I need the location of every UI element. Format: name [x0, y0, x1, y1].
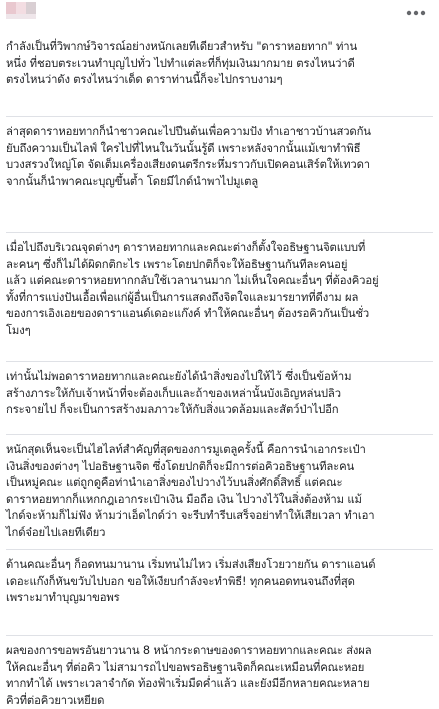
post-paragraph-5: หนักสุดเห็นจะเป็นไฮไลท์สำคัญที่สุดของการมูเตลูครั้งนี้ คือการนำเอากระเป๋า เงินสิ่งของต่างๆ ไปอธิษฐานจิต ซึ่งโดยปกติก็จะมีการต่อคิวอธิษฐานทีละคน เป็นหมู่คณะ แต่ถูกดูคือท่านำเอาสิ่งของไปวางไว้บนสิ่งศักดิ์สิทธิ์ แต่คณะ ดาราหอยทากก็แหกกฎเอากระเป๋าเงิน มือถือ เงิน ไปวางไว้ในสิ่งต้องห้าม แม้ ไกด์จะห้ามก็ไม่ฟัง ห้ามว่าเอ็ดไกด์ว่า จะรีบทำรีบเสร็จอย่าทำให้เสียเวลา ทำเอา ไกด์จ๋อยไปเลยทีเดียว — [6, 443, 375, 539]
post-paragraph-4: เท่านั้นไม่พอดาราหอยทากและคณะยังได้นำสิ่งของไปให้ไว้ ซึ่งเป็นข้อห้าม สร้างภาระให้กับเจ้าหน้าที่จะต้องเก็บและถ้าของเหล่านั้นบังเอิญหล่นปลิว กระจายไป ก็จะเป็นการสร้างมลภาวะให้กับสิ่งแวดล้อมและสัตว์ป่าไปอีก — [6, 370, 352, 416]
post-paragraph-6: ด้านคณะอื่นๆ ก็อดทนมานาน เริ่มทนไม่ไหว เริ่มส่งเสียงโวยวายกัน ดาราแอนด์ เดอะแก๊งก็หันขวับไปบอก ขอให้เงียบกำลังจะทำพิธี! ทุกคนอดทนจนถึงที่สุด เพราะมาทำบุญมาขอพร — [6, 558, 376, 604]
more-horizontal-icon[interactable] — [403, 6, 429, 20]
post-paragraph-3: เมื่อไปถึงบริเวณจุดต่างๆ ดาราหอยทากและคณะต่างก็ตั้งใจอธิษฐานจิตแบบที่ ละคนๆ ซึ่งก็ไม่ได้ผิดกติกะไร เพราะโดยปกติก็จะให้อธิษฐานกันทีละคนอยู่ แล้ว แต่คณะดาราหอยทากกลับใช้เวลานานมาก ไม่เห็นใจคณะอื่นๆ ที่ต้องคิวอยู่ ทั้งที่การแบ่งปันเอื้อเพื่อแก่ผู้อื่นเป็นการแสดงถึงจิตใจและมารยาทที่ดีงาม ผล ของการเอิงเอยของดาราแอนด์เดอะแก๊งค์ ทำให้คณะอื่นๆ ต้องรอคิวกันเป็นชั่ว โมงๆ — [6, 241, 379, 337]
paragraph-divider — [6, 232, 433, 233]
paragraph-divider — [6, 361, 433, 362]
paragraph-divider — [6, 549, 433, 550]
paragraph-divider — [6, 434, 433, 435]
post-paragraph-7: ผลของการขอพรอันยาวนาน 8 หน้ากระดาษของดาราหอยทากและคณะ ส่งผล ให้คณะอื่นๆ ที่ต่อคิว ไม่สามารถไปขอพรอธิษฐานจิตก็คณะเหมือนที่คณะหอย ทากทำได้ เพราะเวลาจำกัด ท้องฟ้าเริ่มมืดค่ำแล้ว และยังมีอีกหลายคณะหลาย คิวที่ต่อคิวยาวเหยียด — [6, 644, 372, 707]
avatar[interactable] — [6, 2, 36, 19]
paragraph-divider — [6, 635, 433, 636]
post-paragraph-1: กำลังเป็นที่วิพากษ์วิจารณ์อย่างหนักเลยทีเดียวสำหรับ "ดาราหอยทาก" ท่าน หนึ่ง ที่ชอบตระเวนทำบุญไปทั่ว ไปทำแต่ละที่ก็ทุ่มเงินมากมาย ตรงไหนว่าดี ตรงไหนว่าดัง ตรงไหนว่าเด็ด ดาราท่านนี้ก็จะไปกราบงามๆ — [6, 40, 358, 86]
post-header — [0, 0, 439, 36]
post-paragraph-2: ล่าสุดดาราหอยทากก็นำชาวคณะไปปีนต้นเพื่อความปัง ทำเอาชาวบ้านสวดกัน ยับถึงความเป็นไลฟ์ ใครไปที่ไหนในวันนั้นรู้ดี เพราะหลังจากนั้นแม้เขาทำพิธี บวงสรวงใหญ่โต จัดเต็มเครื่องเสียงดนตรีกระหึ่มราวกับเปิดคอนเสิร์ตให้เทวดา จากนั้นก็นำพาคณะบุญขึ้นต้ำ โดยมีไกด์นำพาไปมูเตลู — [6, 125, 371, 188]
paragraph-divider — [6, 116, 433, 117]
